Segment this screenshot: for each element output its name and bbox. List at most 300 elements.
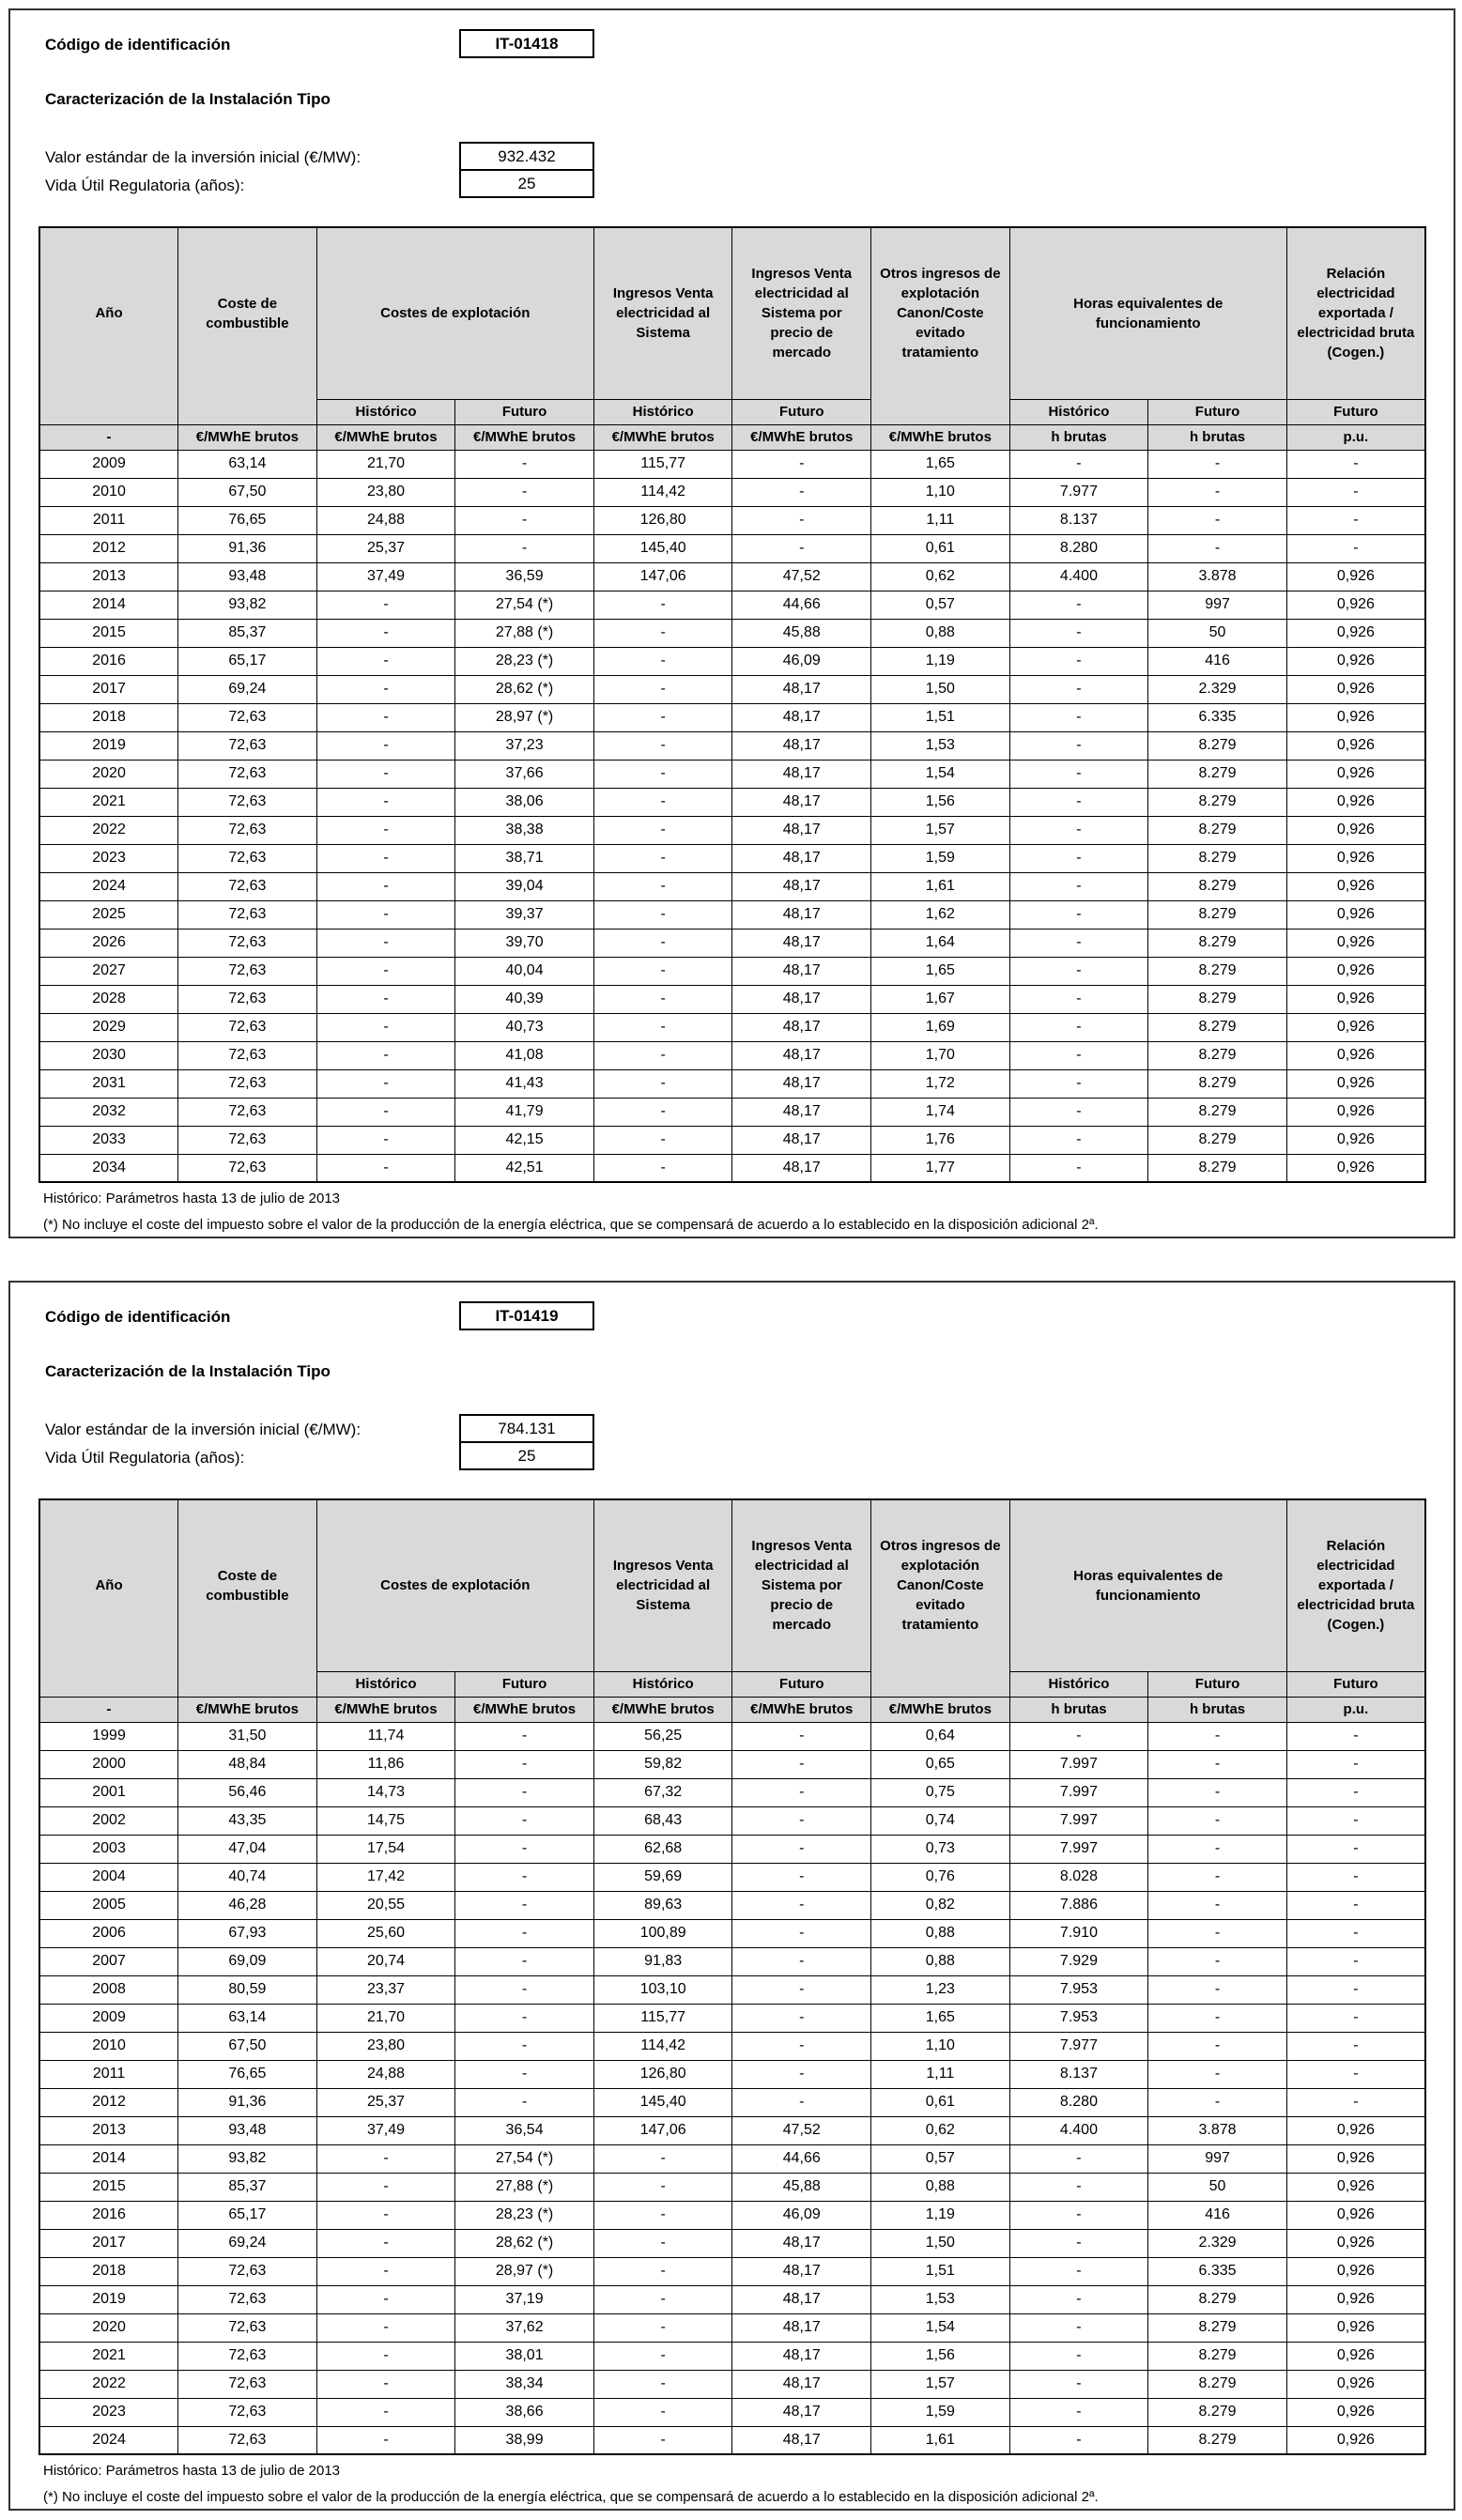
year-cell: 2014 <box>39 591 178 619</box>
equivalent-hours-historic-cell: 8.137 <box>1009 506 1148 534</box>
fuel-cost-cell: 93,82 <box>178 591 317 619</box>
other-income-cell: 1,11 <box>871 2060 1010 2088</box>
fuel-cost-cell: 93,48 <box>178 562 317 591</box>
sales-income-historic-cell: - <box>593 900 732 929</box>
electricity-ratio-future-cell: 0,926 <box>1286 703 1425 731</box>
other-income-cell: 1,59 <box>871 844 1010 872</box>
operating-cost-future-cell: 38,01 <box>455 2342 594 2370</box>
year-cell: 2008 <box>39 1975 178 2004</box>
equivalent-hours-historic-cell: 7.910 <box>1009 1919 1148 1947</box>
table-row <box>39 1806 1425 1835</box>
electricity-ratio-future-cell: - <box>1286 2032 1425 2060</box>
operating-cost-future-cell: - <box>455 1863 594 1891</box>
table-row <box>39 1778 1425 1806</box>
year-cell: 1999 <box>39 1722 178 1750</box>
equivalent-hours-historic-cell: - <box>1009 450 1148 478</box>
operating-cost-historic-cell: 37,49 <box>316 2116 455 2144</box>
market-income-future-cell: 48,17 <box>732 985 871 1013</box>
operating-cost-future-cell: 39,37 <box>455 900 594 929</box>
equivalent-hours-future-cell: 8.279 <box>1148 788 1287 816</box>
other-income-cell: 1,65 <box>871 450 1010 478</box>
id-code-value: IT-01418 <box>459 29 594 58</box>
fuel-cost-cell: 85,37 <box>178 619 317 647</box>
other-income-cell: 1,72 <box>871 1069 1010 1098</box>
table-row <box>39 2060 1425 2088</box>
electricity-ratio-future-cell: - <box>1286 2088 1425 2116</box>
equivalent-hours-historic-cell: - <box>1009 1013 1148 1041</box>
sales-income-historic-cell: - <box>593 1154 732 1182</box>
equivalent-hours-historic-cell: - <box>1009 816 1148 844</box>
operating-cost-historic-cell: - <box>316 2426 455 2454</box>
operating-cost-future-cell: 38,34 <box>455 2370 594 2398</box>
sales-income-historic-cell: - <box>593 2201 732 2229</box>
table-row <box>39 478 1425 506</box>
fuel-cost-header: Coste de combustible <box>178 227 317 424</box>
equivalent-hours-future-cell: 8.279 <box>1148 760 1287 788</box>
operating-cost-future-cell: 38,38 <box>455 816 594 844</box>
market-income-future-cell: - <box>732 1835 871 1863</box>
sales-income-historic-cell: - <box>593 2144 732 2173</box>
equivalent-hours-future-cell: 50 <box>1148 619 1287 647</box>
table-row <box>39 2201 1425 2229</box>
operating-cost-historic-cell: - <box>316 675 455 703</box>
equivalent-hours-historic-cell: - <box>1009 985 1148 1013</box>
fuel-cost-cell: 48,84 <box>178 1750 317 1778</box>
operating-cost-historic-cell: 11,74 <box>316 1722 455 1750</box>
operating-cost-future-cell: - <box>455 2060 594 2088</box>
table-body <box>39 1722 1425 2454</box>
year-cell: 2019 <box>39 731 178 760</box>
operating-cost-future-cell: 42,51 <box>455 1154 594 1182</box>
other-income-cell: 1,70 <box>871 1041 1010 1069</box>
sales-income-historic-cell: - <box>593 872 732 900</box>
operating-cost-historic-cell: - <box>316 1154 455 1182</box>
equivalent-hours-historic-cell: - <box>1009 2201 1148 2229</box>
units-row <box>39 1697 1425 1722</box>
market-income-future-cell: 48,17 <box>732 703 871 731</box>
table-row <box>39 1069 1425 1098</box>
sales-income-historic-cell: - <box>593 2342 732 2370</box>
market-income-future-cell: 48,17 <box>732 2313 871 2342</box>
table-row <box>39 2088 1425 2116</box>
equivalent-hours-future-cell: 8.279 <box>1148 985 1287 1013</box>
other-income-cell: 1,11 <box>871 506 1010 534</box>
market-income-future-cell: 48,17 <box>732 1126 871 1154</box>
fuel-cost-cell: 72,63 <box>178 957 317 985</box>
operating-cost-historic-cell: - <box>316 1126 455 1154</box>
sales-income-historic-cell: 91,83 <box>593 1947 732 1975</box>
operating-cost-future-cell: - <box>455 506 594 534</box>
fuel-cost-cell: 85,37 <box>178 2173 317 2201</box>
useful-life-value: 25 <box>459 169 594 198</box>
equivalent-hours-future-cell: - <box>1148 2088 1287 2116</box>
equivalent-hours-future-cell: 8.279 <box>1148 1126 1287 1154</box>
operating-cost-historic-cell: 25,60 <box>316 1919 455 1947</box>
operating-cost-historic-cell: 17,42 <box>316 1863 455 1891</box>
unit-cell: h brutas <box>1148 424 1287 450</box>
other-income-cell: 1,67 <box>871 985 1010 1013</box>
year-cell: 2002 <box>39 1806 178 1835</box>
equivalent-hours-historic-cell: 7.929 <box>1009 1947 1148 1975</box>
year-cell: 2024 <box>39 2426 178 2454</box>
operating-cost-historic-cell: - <box>316 2398 455 2426</box>
market-income-future-cell: 48,17 <box>732 675 871 703</box>
sales-income-historic-cell: - <box>593 675 732 703</box>
year-cell: 2009 <box>39 450 178 478</box>
year-cell: 2020 <box>39 760 178 788</box>
unit-cell: €/MWhE brutos <box>593 1697 732 1722</box>
unit-cell: - <box>39 424 178 450</box>
equivalent-hours-future-cell: - <box>1148 1975 1287 2004</box>
equivalent-hours-historic-subheader: Histórico <box>1009 399 1148 424</box>
fuel-cost-cell: 56,46 <box>178 1778 317 1806</box>
table-row <box>39 760 1425 788</box>
electricity-ratio-future-cell: 0,926 <box>1286 788 1425 816</box>
sales-income-historic-cell: - <box>593 2398 732 2426</box>
equivalent-hours-future-cell: 3.878 <box>1148 562 1287 591</box>
year-cell: 2022 <box>39 2370 178 2398</box>
electricity-ratio-future-cell: 0,926 <box>1286 591 1425 619</box>
unit-cell: p.u. <box>1286 424 1425 450</box>
equivalent-hours-future-cell: - <box>1148 534 1287 562</box>
market-income-future-cell: 48,17 <box>732 2398 871 2426</box>
electricity-ratio-future-cell: 0,926 <box>1286 1154 1425 1182</box>
electricity-ratio-header: Relación electricidad exportada / electricidad bruta (Cogen.) <box>1286 227 1425 399</box>
table-row <box>39 2342 1425 2370</box>
operating-cost-historic-cell: - <box>316 2257 455 2285</box>
year-cell: 2017 <box>39 675 178 703</box>
fuel-cost-cell: 69,24 <box>178 675 317 703</box>
equivalent-hours-historic-cell: - <box>1009 2285 1148 2313</box>
table-row <box>39 2370 1425 2398</box>
table-row <box>39 1041 1425 1069</box>
characterization-title: Caracterización de la Instalación Tipo <box>45 90 331 108</box>
sales-income-historic-cell: - <box>593 591 732 619</box>
operating-cost-historic-cell: 21,70 <box>316 450 455 478</box>
sales-income-historic-cell: 59,69 <box>593 1863 732 1891</box>
electricity-ratio-future-cell: 0,926 <box>1286 2398 1425 2426</box>
equivalent-hours-future-cell: 8.279 <box>1148 1154 1287 1182</box>
operating-cost-future-cell: - <box>455 2032 594 2060</box>
equivalent-hours-historic-cell: - <box>1009 2342 1148 2370</box>
operating-cost-future-cell: 28,23 (*) <box>455 647 594 675</box>
investment-label: Valor estándar de la inversión inicial (€/MW): <box>45 148 362 166</box>
equivalent-hours-future-cell: 997 <box>1148 2144 1287 2173</box>
operating-cost-future-cell: - <box>455 1947 594 1975</box>
unit-cell: €/MWhE brutos <box>871 424 1010 450</box>
electricity-ratio-future-cell: 0,926 <box>1286 2116 1425 2144</box>
year-cell: 2020 <box>39 2313 178 2342</box>
market-income-future-cell: 48,17 <box>732 2370 871 2398</box>
sales-income-historic-cell: 62,68 <box>593 1835 732 1863</box>
operating-cost-historic-cell: - <box>316 2229 455 2257</box>
historical-note: Histórico: Parámetros hasta 13 de julio de 2013 <box>43 1191 341 1206</box>
market-income-future-cell: 48,17 <box>732 731 871 760</box>
unit-cell: €/MWhE brutos <box>455 424 594 450</box>
operating-cost-historic-cell: - <box>316 788 455 816</box>
market-income-future-cell: 48,17 <box>732 929 871 957</box>
operating-cost-historic-cell: 25,37 <box>316 534 455 562</box>
table-row <box>39 1891 1425 1919</box>
operating-cost-historic-cell: 20,55 <box>316 1891 455 1919</box>
fuel-cost-cell: 72,63 <box>178 2370 317 2398</box>
year-header: Año <box>39 227 178 424</box>
installation-type-panel-2 <box>8 1281 1455 2511</box>
fuel-cost-cell: 67,50 <box>178 2032 317 2060</box>
operating-cost-future-cell: 27,54 (*) <box>455 591 594 619</box>
year-cell: 2033 <box>39 1126 178 1154</box>
equivalent-hours-future-cell: 8.279 <box>1148 731 1287 760</box>
year-cell: 2007 <box>39 1947 178 1975</box>
fuel-cost-cell: 91,36 <box>178 2088 317 2116</box>
operating-cost-historic-cell: 37,49 <box>316 562 455 591</box>
equivalent-hours-future-cell: 8.279 <box>1148 872 1287 900</box>
operating-cost-future-cell: - <box>455 1919 594 1947</box>
fuel-cost-cell: 72,63 <box>178 1126 317 1154</box>
equivalent-hours-future-cell: 416 <box>1148 2201 1287 2229</box>
year-cell: 2029 <box>39 1013 178 1041</box>
electricity-ratio-future-cell: 0,926 <box>1286 2144 1425 2173</box>
table-row <box>39 1154 1425 1182</box>
equivalent-hours-historic-cell: - <box>1009 2313 1148 2342</box>
electricity-ratio-future-cell: - <box>1286 2004 1425 2032</box>
fuel-cost-header: Coste de combustible <box>178 1499 317 1697</box>
equivalent-hours-future-cell: - <box>1148 2004 1287 2032</box>
other-income-cell: 0,75 <box>871 1778 1010 1806</box>
equivalent-hours-future-cell: - <box>1148 1891 1287 1919</box>
header-row <box>39 227 1425 399</box>
sales-income-historic-subheader: Histórico <box>593 399 732 424</box>
header-row <box>39 1499 1425 1671</box>
fuel-cost-cell: 72,63 <box>178 703 317 731</box>
table-row <box>39 1013 1425 1041</box>
other-income-cell: 1,19 <box>871 647 1010 675</box>
equivalent-hours-historic-cell: 7.977 <box>1009 2032 1148 2060</box>
fuel-cost-cell: 72,63 <box>178 760 317 788</box>
electricity-ratio-future-cell: 0,926 <box>1286 2370 1425 2398</box>
market-income-future-cell: 48,17 <box>732 1041 871 1069</box>
operating-cost-future-cell: 37,66 <box>455 760 594 788</box>
electricity-ratio-future-cell: 0,926 <box>1286 675 1425 703</box>
table-row <box>39 1126 1425 1154</box>
fuel-cost-cell: 40,74 <box>178 1863 317 1891</box>
equivalent-hours-historic-cell: - <box>1009 1722 1148 1750</box>
sales-income-historic-cell: 56,25 <box>593 1722 732 1750</box>
other-income-cell: 1,50 <box>871 675 1010 703</box>
market-income-future-cell: 48,17 <box>732 2285 871 2313</box>
operating-cost-historic-cell: - <box>316 2144 455 2173</box>
other-income-cell: 1,50 <box>871 2229 1010 2257</box>
sales-income-historic-cell: - <box>593 731 732 760</box>
sales-income-historic-cell: 114,42 <box>593 2032 732 2060</box>
useful-life-label: Vida Útil Regulatoria (años): <box>45 177 245 194</box>
table-row <box>39 562 1425 591</box>
year-cell: 2032 <box>39 1098 178 1126</box>
year-cell: 2021 <box>39 788 178 816</box>
market-income-future-cell: 48,17 <box>732 957 871 985</box>
equivalent-hours-future-cell: - <box>1148 1750 1287 1778</box>
table-row <box>39 1947 1425 1975</box>
electricity-ratio-future-cell: 0,926 <box>1286 2201 1425 2229</box>
table-row <box>39 1863 1425 1891</box>
table-row <box>39 1975 1425 2004</box>
table-row <box>39 2313 1425 2342</box>
equivalent-hours-future-cell: - <box>1148 1778 1287 1806</box>
electricity-ratio-future-cell: 0,926 <box>1286 816 1425 844</box>
fuel-cost-cell: 72,63 <box>178 929 317 957</box>
operating-cost-historic-cell: 14,73 <box>316 1778 455 1806</box>
fuel-cost-cell: 69,24 <box>178 2229 317 2257</box>
equivalent-hours-historic-cell: - <box>1009 1126 1148 1154</box>
sales-income-historic-cell: 59,82 <box>593 1750 732 1778</box>
operating-costs-header: Costes de explotación <box>316 1499 593 1671</box>
fuel-cost-cell: 72,63 <box>178 1069 317 1098</box>
market-income-future-cell: - <box>732 1722 871 1750</box>
equivalent-hours-future-cell: 8.279 <box>1148 900 1287 929</box>
operating-cost-historic-cell: - <box>316 900 455 929</box>
table-row <box>39 591 1425 619</box>
sales-income-historic-cell: - <box>593 2257 732 2285</box>
market-income-future-cell: 48,17 <box>732 1069 871 1098</box>
table-row <box>39 2285 1425 2313</box>
year-header: Año <box>39 1499 178 1697</box>
market-income-future-cell: - <box>732 1750 871 1778</box>
other-income-cell: 1,57 <box>871 816 1010 844</box>
equivalent-hours-future-cell: 6.335 <box>1148 2257 1287 2285</box>
equivalent-hours-future-cell: 8.279 <box>1148 957 1287 985</box>
fuel-cost-cell: 76,65 <box>178 506 317 534</box>
operating-cost-historic-cell: 21,70 <box>316 2004 455 2032</box>
other-income-cell: 0,88 <box>871 1919 1010 1947</box>
equivalent-hours-historic-cell: - <box>1009 2398 1148 2426</box>
unit-cell: €/MWhE brutos <box>732 1697 871 1722</box>
sales-income-historic-cell: 103,10 <box>593 1975 732 2004</box>
operating-cost-future-cell: 36,59 <box>455 562 594 591</box>
operating-cost-future-cell: - <box>455 1835 594 1863</box>
equivalent-hours-historic-cell: - <box>1009 2173 1148 2201</box>
equivalent-hours-future-cell: 8.279 <box>1148 2398 1287 2426</box>
operating-costs-header: Costes de explotación <box>316 227 593 399</box>
sales-income-historic-cell: 126,80 <box>593 506 732 534</box>
electricity-ratio-future-cell: 0,926 <box>1286 2426 1425 2454</box>
other-income-cell: 1,69 <box>871 1013 1010 1041</box>
installation-type-panel-1 <box>8 8 1455 1238</box>
year-cell: 2012 <box>39 534 178 562</box>
table-row <box>39 2257 1425 2285</box>
year-cell: 2018 <box>39 2257 178 2285</box>
equivalent-hours-historic-cell: - <box>1009 957 1148 985</box>
unit-cell: - <box>39 1697 178 1722</box>
year-cell: 2023 <box>39 844 178 872</box>
operating-cost-future-cell: 38,71 <box>455 844 594 872</box>
operating-cost-historic-cell: - <box>316 1013 455 1041</box>
unit-cell: €/MWhE brutos <box>316 1697 455 1722</box>
year-cell: 2015 <box>39 619 178 647</box>
sales-income-historic-cell: - <box>593 2285 732 2313</box>
market-income-future-cell: - <box>732 478 871 506</box>
equivalent-hours-historic-cell: 7.953 <box>1009 2004 1148 2032</box>
operating-cost-future-cell: 41,43 <box>455 1069 594 1098</box>
equivalent-hours-historic-cell: - <box>1009 900 1148 929</box>
equivalent-hours-future-cell: - <box>1148 450 1287 478</box>
useful-life-label: Vida Útil Regulatoria (años): <box>45 1449 245 1467</box>
equivalent-hours-future-subheader: Futuro <box>1148 1671 1287 1697</box>
operating-cost-historic-cell: - <box>316 1069 455 1098</box>
equivalent-hours-historic-cell: - <box>1009 591 1148 619</box>
other-income-cell: 0,61 <box>871 534 1010 562</box>
sales-income-historic-cell: - <box>593 1126 732 1154</box>
fuel-cost-cell: 72,63 <box>178 872 317 900</box>
operating-cost-historic-cell: - <box>316 844 455 872</box>
operating-cost-future-cell: 27,88 (*) <box>455 2173 594 2201</box>
operating-cost-future-cell: 38,06 <box>455 788 594 816</box>
equivalent-hours-historic-cell: - <box>1009 647 1148 675</box>
operating-cost-historic-cell: - <box>316 2313 455 2342</box>
equivalent-hours-historic-cell: 7.997 <box>1009 1778 1148 1806</box>
equivalent-hours-future-cell: - <box>1148 1835 1287 1863</box>
operating-cost-future-cell: 37,62 <box>455 2313 594 2342</box>
fuel-cost-cell: 72,63 <box>178 2313 317 2342</box>
equivalent-hours-future-cell: 8.279 <box>1148 929 1287 957</box>
table-row <box>39 2144 1425 2173</box>
unit-cell: h brutas <box>1009 424 1148 450</box>
market-income-future-cell: 48,17 <box>732 2342 871 2370</box>
unit-cell: h brutas <box>1009 1697 1148 1722</box>
market-income-future-cell: - <box>732 1778 871 1806</box>
other-income-cell: 1,76 <box>871 1126 1010 1154</box>
equivalent-hours-historic-cell: - <box>1009 1098 1148 1126</box>
market-income-future-cell: 48,17 <box>732 1013 871 1041</box>
sales-income-historic-cell: - <box>593 2229 732 2257</box>
table-row <box>39 1919 1425 1947</box>
operating-cost-future-cell: 39,70 <box>455 929 594 957</box>
electricity-ratio-future-cell: 0,926 <box>1286 647 1425 675</box>
equivalent-hours-historic-subheader: Histórico <box>1009 1671 1148 1697</box>
market-income-future-cell: 46,09 <box>732 2201 871 2229</box>
electricity-ratio-future-cell: 0,926 <box>1286 1069 1425 1098</box>
equivalent-hours-historic-cell: - <box>1009 2229 1148 2257</box>
other-income-cell: 0,65 <box>871 1750 1010 1778</box>
electricity-ratio-future-cell: 0,926 <box>1286 900 1425 929</box>
fuel-cost-cell: 72,63 <box>178 844 317 872</box>
electricity-ratio-future-cell: - <box>1286 1891 1425 1919</box>
table-header <box>39 1499 1425 1722</box>
electricity-ratio-future-cell: 0,926 <box>1286 1126 1425 1154</box>
equivalent-hours-historic-cell: - <box>1009 2144 1148 2173</box>
operating-cost-future-cell: 41,79 <box>455 1098 594 1126</box>
market-income-future-cell: 48,17 <box>732 2257 871 2285</box>
useful-life-value: 25 <box>459 1441 594 1470</box>
year-cell: 2005 <box>39 1891 178 1919</box>
equivalent-hours-future-cell: - <box>1148 2060 1287 2088</box>
operating-cost-historic-cell: 24,88 <box>316 2060 455 2088</box>
equivalent-hours-historic-cell: 8.280 <box>1009 534 1148 562</box>
equivalent-hours-historic-cell: - <box>1009 1041 1148 1069</box>
sales-income-historic-cell: 115,77 <box>593 2004 732 2032</box>
market-income-future-cell: 44,66 <box>732 591 871 619</box>
market-income-future-subheader: Futuro <box>732 399 871 424</box>
operating-costs-future-subheader: Futuro <box>455 399 594 424</box>
operating-cost-future-cell: - <box>455 1750 594 1778</box>
other-income-cell: 1,62 <box>871 900 1010 929</box>
table-row <box>39 647 1425 675</box>
other-income-cell: 1,77 <box>871 1154 1010 1182</box>
market-income-future-cell: 45,88 <box>732 619 871 647</box>
equivalent-hours-historic-cell: 7.997 <box>1009 1750 1148 1778</box>
year-cell: 2031 <box>39 1069 178 1098</box>
year-cell: 2016 <box>39 2201 178 2229</box>
market-income-future-cell: - <box>732 2032 871 2060</box>
